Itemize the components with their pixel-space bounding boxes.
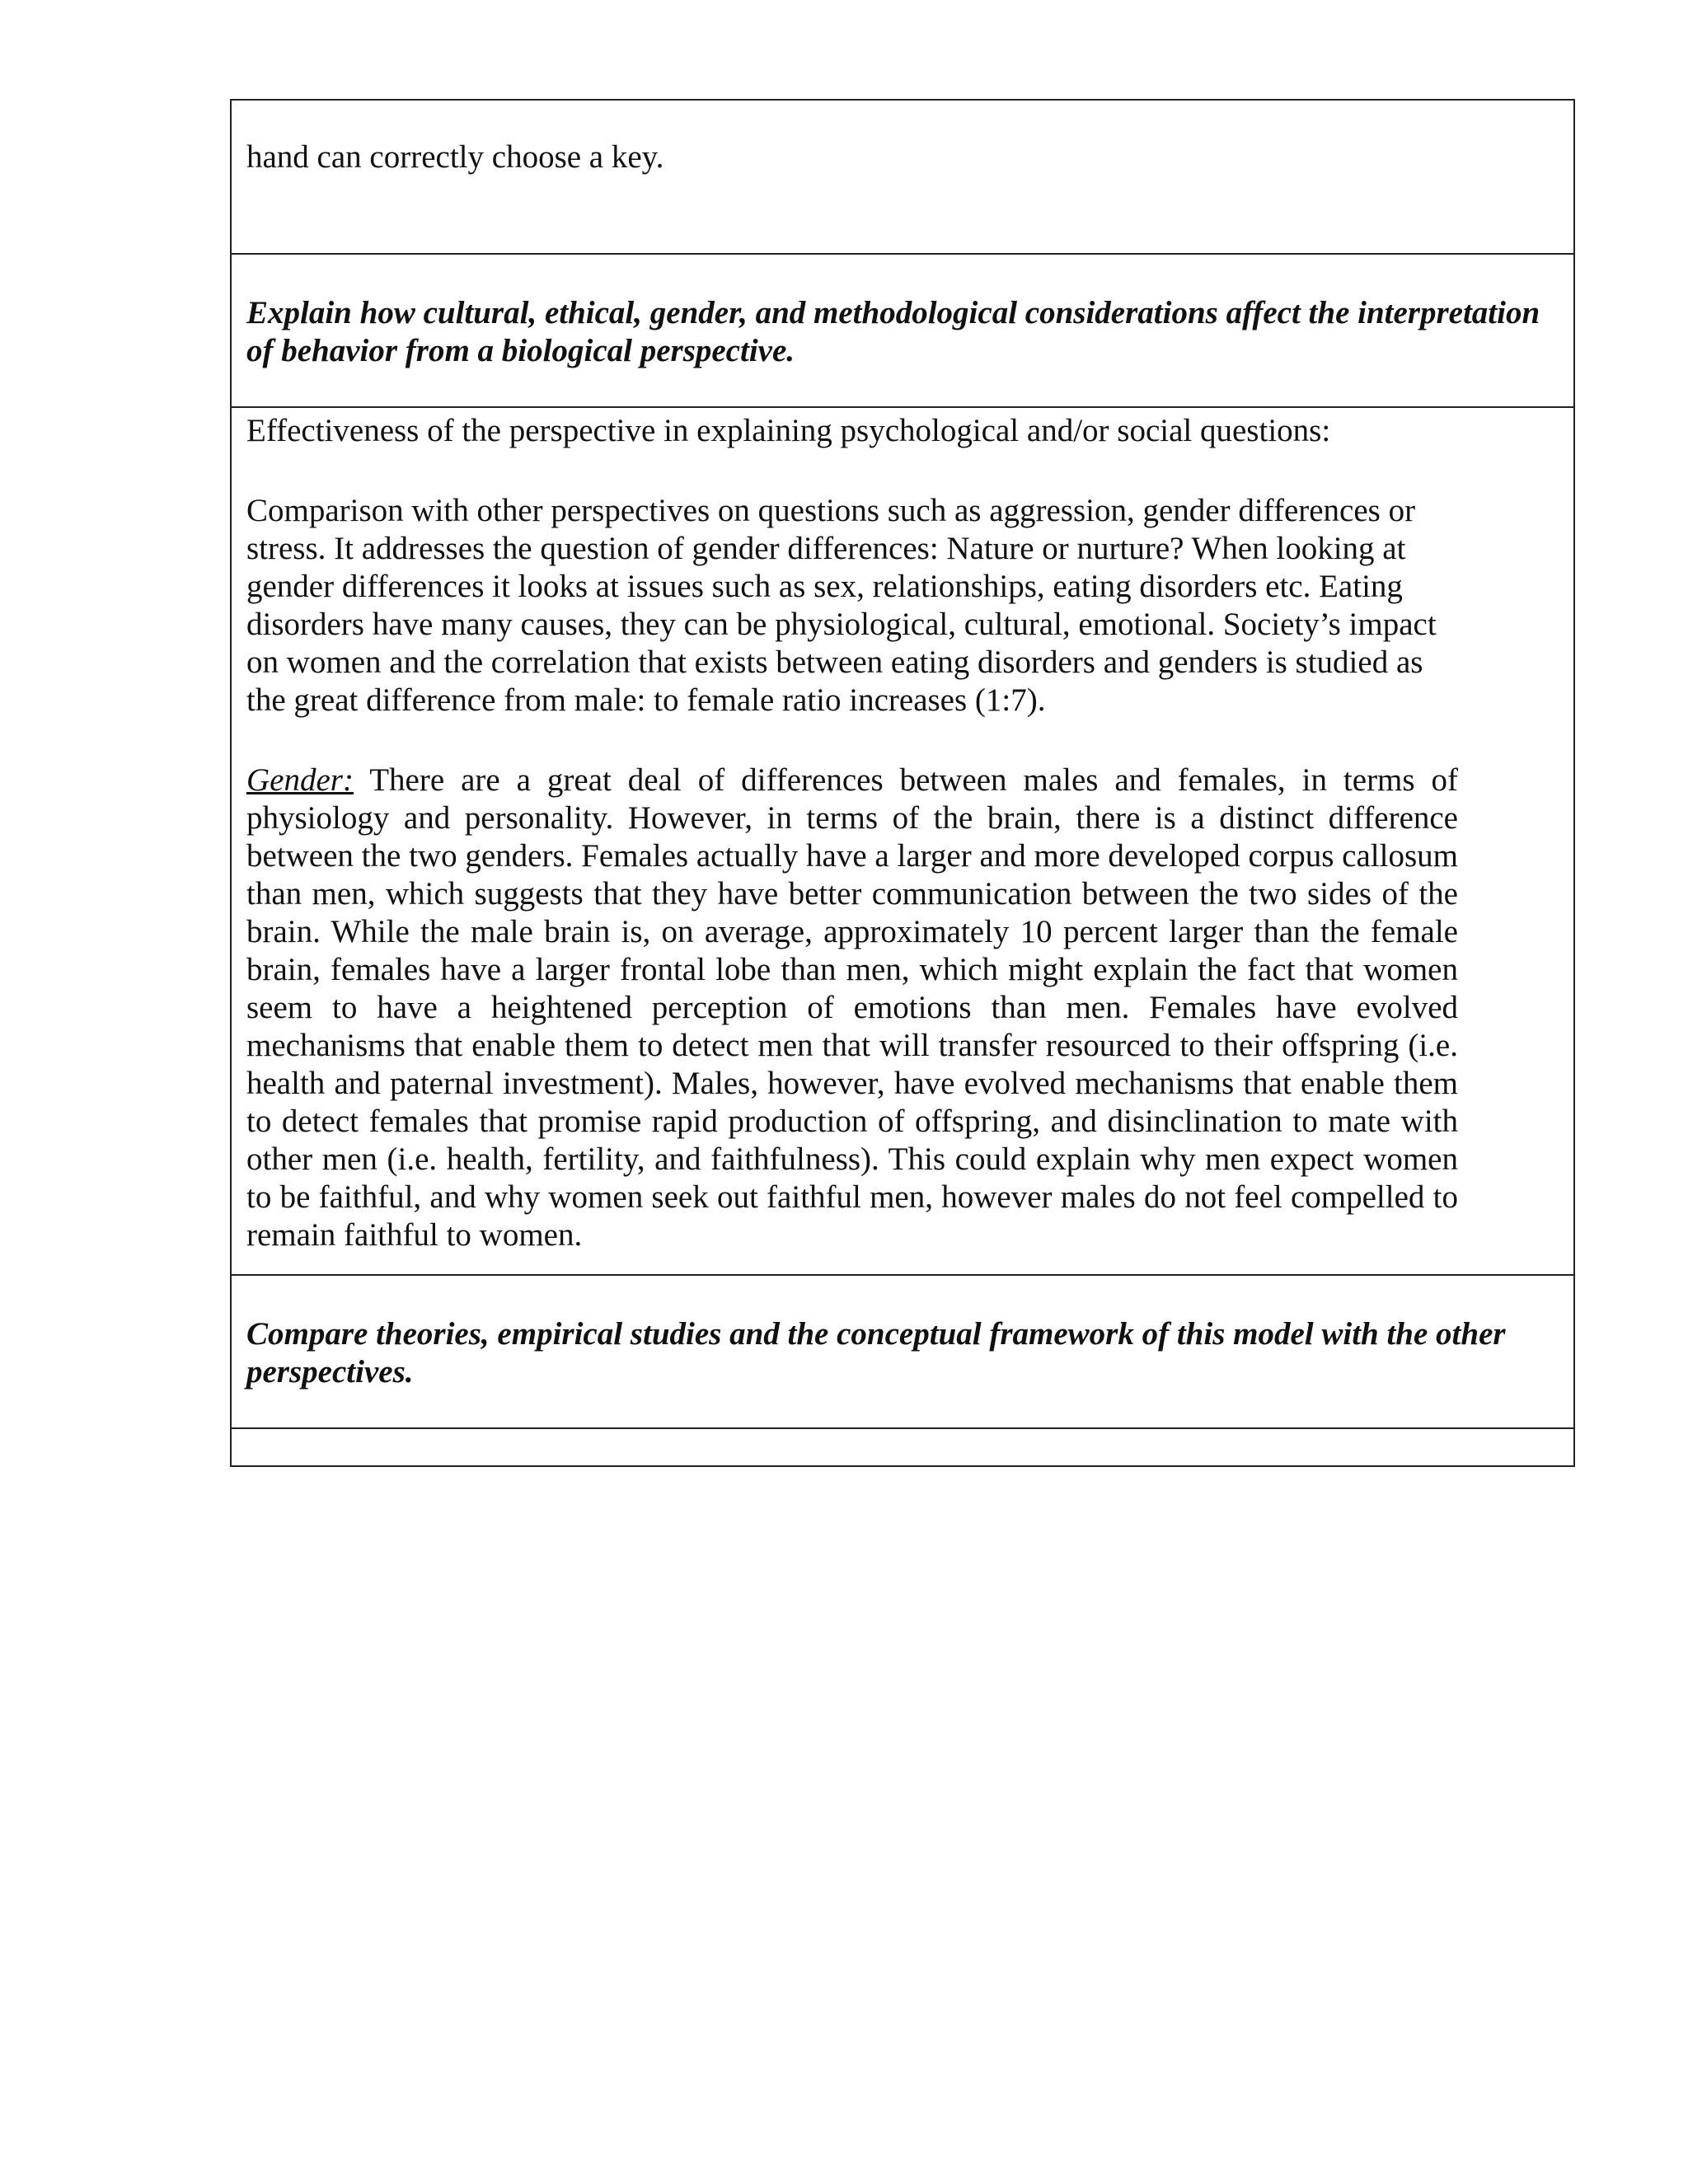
table-row (231, 1428, 1574, 1466)
table-cell (231, 254, 1574, 407)
compare-question-heading: Compare theories, empirical studies and the conceptual framework of this model with the other perspectives. (246, 1316, 1506, 1390)
table-cell (231, 407, 1574, 1275)
gender-text: There are a great deal of differences between males and females, in terms of physiology and personality. However, in terms of the brain, there is a distinct difference between the two genders. Females actually have a larger and more developed corpus callosum than men, which suggests that they have better communication between the two sides of the brain. While the male brain is, on average, approximately 10 percent larger than the female brain, females have a larger frontal lobe than men, which might explain the fact that women seem to have a heightened perception of emotions than men. Females have evolved mechanisms that enable them to detect men that will transfer resourced to their offspring (i.e. health and paternal investment). Males, however, have evolved mechanisms that enable them to detect females that promise rapid production of offspring, and disinclination to mate with other men (i.e. health, fertility, and faithfulness). This could explain why men expect women to be faithful, and why women seek out faithful men, however males do not feel compelled to remain faithful to women. (246, 762, 1459, 1253)
section-question-heading: Explain how cultural, ethical, gender, and methodological considerations affect the interpretation of behavior from a biological perspective. (246, 295, 1540, 368)
empty-table-cell (231, 1428, 1574, 1466)
notes-table (230, 99, 1575, 1467)
table-cell (231, 100, 1574, 254)
gender-paragraph (246, 757, 1557, 1254)
paragraph-spacer (246, 719, 1557, 757)
table-row (231, 407, 1574, 1275)
table-cell (231, 1275, 1574, 1428)
comparison-paragraph: Comparison with other perspectives on questions such as aggression, gender differences or stress. It addresses the question of gender differences: Nature or nurture? When looking at gender differences it looks at issues such as sex, relationships, eating disorders etc. Eating disorders have many causes, they can be physiological, cultural, emotional. Society’s impact on women and the correlation that exists between eating disorders and genders is studied as the great difference from male: to female ratio increases (1:7). (246, 493, 1437, 718)
table-row (231, 254, 1574, 407)
table-row (231, 1275, 1574, 1428)
table-row (231, 100, 1574, 254)
gender-label: Gender: (246, 762, 354, 798)
effectiveness-intro: Effectiveness of the perspective in explaining psychological and/or social questions: (246, 413, 1331, 448)
paragraph-spacer (246, 450, 1557, 488)
continued-text: hand can correctly choose a key. (246, 139, 664, 175)
